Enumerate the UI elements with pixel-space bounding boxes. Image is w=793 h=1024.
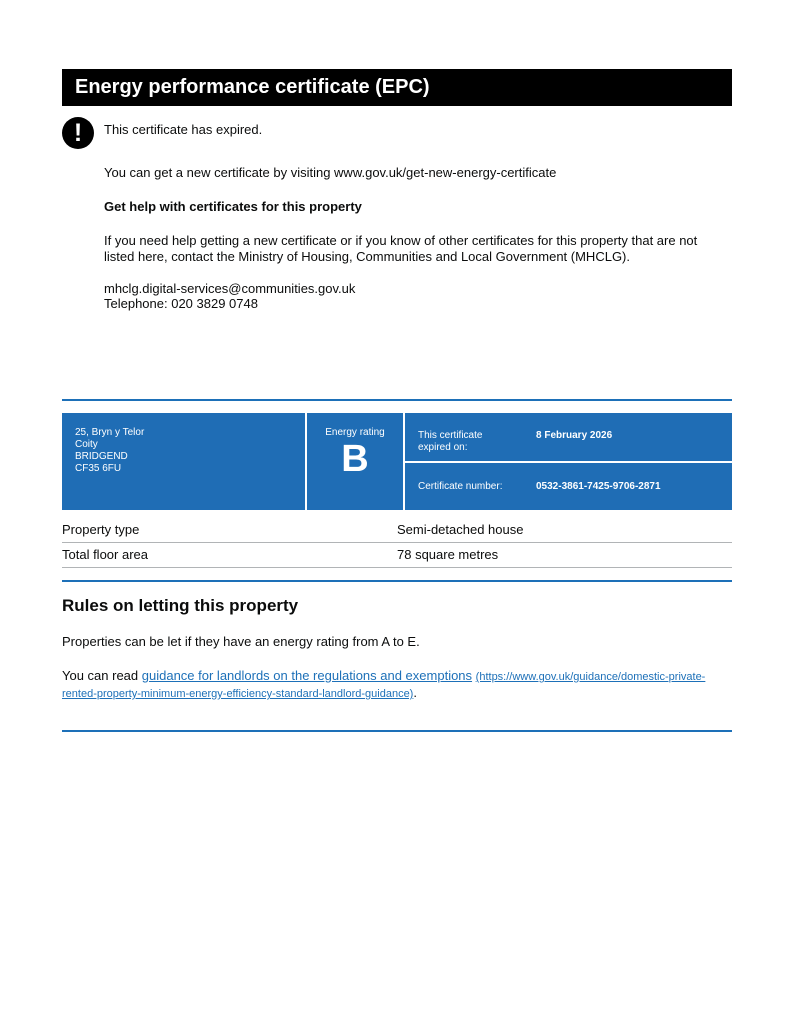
certificate-number-panel xyxy=(405,463,732,510)
floor-area-label: Total floor area xyxy=(62,547,148,562)
address-line: Coity xyxy=(75,439,98,450)
energy-rating-value: B xyxy=(341,438,369,480)
floor-area-value: 78 square metres xyxy=(397,547,499,562)
expiry-panel xyxy=(405,413,732,461)
divider xyxy=(62,730,732,732)
divider xyxy=(62,399,732,401)
expired-notice: This certificate has expired. xyxy=(104,122,263,137)
guidance-url-link[interactable]: (https://www.gov.uk/guidance/domestic-private-rented-property-minimum-energy-efficiency-standard-landlord-guidance) xyxy=(62,671,706,700)
certificate-number: 0532-3861-7425-9706-2871 xyxy=(536,481,661,492)
guidance-prefix: You can read xyxy=(62,668,142,683)
expired-date: 8 February 2026 xyxy=(536,430,613,441)
contact-email: mhclg.digital-services@communities.gov.uk xyxy=(104,281,356,296)
certificate-number-label: Certificate number: xyxy=(418,481,503,492)
rules-text: Properties can be let if they have an energy rating from A to E. xyxy=(62,634,420,649)
address-line: BRIDGEND xyxy=(75,451,128,462)
table-row xyxy=(62,517,732,543)
table-row xyxy=(62,542,732,568)
energy-rating-label: Energy rating xyxy=(325,427,385,438)
help-text: If you need help getting a new certificate or if you know of other certificates for this property that are not listed here, contact the Ministry of Housing, Communities and Local Government (MHCLG). xyxy=(104,233,698,264)
guidance-paragraph xyxy=(62,668,722,702)
contact-telephone: Telephone: 020 3829 0748 xyxy=(104,296,258,311)
rules-heading: Rules on letting this property xyxy=(62,596,299,615)
expired-on-label: This certificate expired on: xyxy=(418,430,483,453)
property-type-label: Property type xyxy=(62,522,140,537)
divider xyxy=(62,580,732,582)
address-line: CF35 6FU xyxy=(75,463,122,474)
help-heading: Get help with certificates for this property xyxy=(104,199,362,214)
exclamation-warning-icon: ! xyxy=(62,117,94,149)
page-title: Energy performance certificate (EPC) xyxy=(62,69,732,106)
address-panel xyxy=(62,413,305,510)
energy-rating-panel xyxy=(307,413,403,510)
address-line: 25, Bryn y Telor xyxy=(75,427,145,438)
guidance-suffix: . xyxy=(413,685,417,700)
guidance-link[interactable]: guidance for landlords on the regulations and exemptions xyxy=(141,668,473,683)
property-type-value: Semi-detached house xyxy=(397,522,524,537)
new-certificate-text: You can get a new certificate by visiting www.gov.uk/get-new-energy-certificate xyxy=(104,165,557,180)
